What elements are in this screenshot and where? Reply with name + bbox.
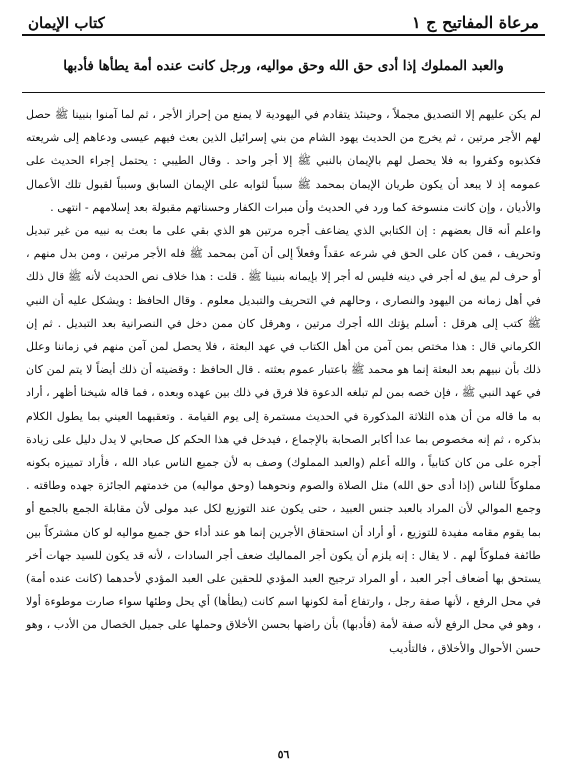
running-header (22, 6, 545, 36)
commentary-body (22, 93, 545, 715)
page-number: ٥٦ (277, 748, 290, 761)
hadith-text: والعبد المملوك إذا أدى حق الله وحق مواليه، ورجل كانت عنده أمة يطأها فأدبها (63, 58, 504, 74)
chapter-title: كتاب الإيمان (28, 14, 105, 32)
paragraph: لم يكن عليهم إلا التصديق مجملاً ، وحينئذ يتقادم في اليهودية لا يمنع من إحراز الأجر ، ثم لما آمنوا بنبينا ﷺ حصل لهم الأجر مرتين ، ثم يخرج من الحديث يهود الشام من بني إسرائيل الذين بعث فيهم عيسى ودعاهم إلى شريعته فكذبوه وكفروا به فلا يحصل لهم بالإيمان بالنبي ﷺ إلا أجر واحد . وقال الطيبي : يحتمل إجراء الحديث على عمومه إذ لا يبعد أن يكون طريان الإيمان بمحمد ﷺ سبباً لثوابه على الإيمان السابق وسبباً لقبول تلك الأعمال والأديان ، وإن كانت منسوخة كما ورد في الحديث وأن مبرات الكفار وحسناتهم مقبولة بعد إسلامهم - انتهى . (26, 108, 541, 214)
book-title: مرعاة المفاتيح ج ١ (412, 13, 539, 32)
paragraph: واعلم أنه قال بعضهم : إن الكتابي الذي يضاعف أجره مرتين هو الذي بقي على ما بعث به نبيه من غير تبديل وتحريف ، فمن كان على الحق في شرعه عقداً وفعلاً إلى أن آمن بمحمد ﷺ فله الأجر مرتين ، ومن بدل منهم ، أو حرف لم يبق له أجر في دينه فليس له أجر إلا بإيمانه بنبينا ﷺ . قلت : هذا خلاف نص الحديث لأنه ﷺ قال ذلك في أهل زمانه من اليهود والنصارى ، وحالهم في التحريف والتبديل معلوم . وقال الحافظ : ويشكل عليه أن النبي ﷺ كتب إلى هرقل : أسلم يؤتك الله أجرك مرتين ، وهرقل كان ممن دخل في النصرانية بعد التبديل . ثم إن الكرماني قال : هذا مختص بمن آمن من أهل الكتاب في عهد البعثة ، فلا يحصل لمن آمن منهم في زماننا وعلل ذلك بأن نبيهم بعد البعثة إنما هو محمد ﷺ باعتبار عموم بعثته . قال الحافظ : وقضيته أن ذلك أيضاً لا يتم لمن كان في عهد النبي ﷺ ، فإن خصه بمن لم تبلغه الدعوة فلا فرق في ذلك بين عهده وبعده ، فما قاله شيخنا أظهر ، أراد به ما قاله من أن هذه الثلاثة المذكورة في الحديث مستمرة إلى يوم القيامة . وتعقبهما العيني بما يطول الكلام بذكره ، ثم إنه مخصوص بما عدا أكابر الصحابة بالإجماع ، فيدخل في هذا الحكم كل صحابي لا يدل دليل على زيادة أجره على من كان كتابياً ، والله أعلم (والعبد المملوك) وصف به لأن جميع الناس عباد الله ، فأراد تمييزه بكونه مملوكاً للناس (إذا أدى حق الله) مثل الصلاة والصوم ونحوهما (وحق مواليه) من خدمتهم الجائزة جهده وطاقته . وجمع الموالي لأن المراد بالعبد جنس العبيد ، حتى يكون عند التوزيع لكل عبد مولى لأن مقابلة الجمع بالجمع أو بما يقوم مقامه مفيدة للتوزيع ، أو أراد أن استحقاق الأجرين إنما هو عند أداء حق جميع مواليه لو كان مشتركاً بين طائفة فملوكاً لهم . لا يقال : إنه يلزم أن يكون أجر المماليك ضعف أجر السادات ، لأنه قد يكون للسيد جهات أخر يستحق بها أضعاف أجر العبد ، أو المراد ترجيح العبد المؤدي للحقين على العبد المؤدي لأحدهما (كانت عنده أمة) في محل الرفع ، لأنها صفة رجل ، وارتفاع أمة لكونها اسم كانت (يطأها) أي يحل وطئها سواء صارت موطوءة أولا ، وهو في محل الرفع لأنه صفة لأمة (فأدبها) بأن راضها بحسن الأخلاق وحملها على جميل الخصال من الأدب ، وهو حسن الأحوال والأخلاق ، فالتأديب (26, 224, 541, 655)
